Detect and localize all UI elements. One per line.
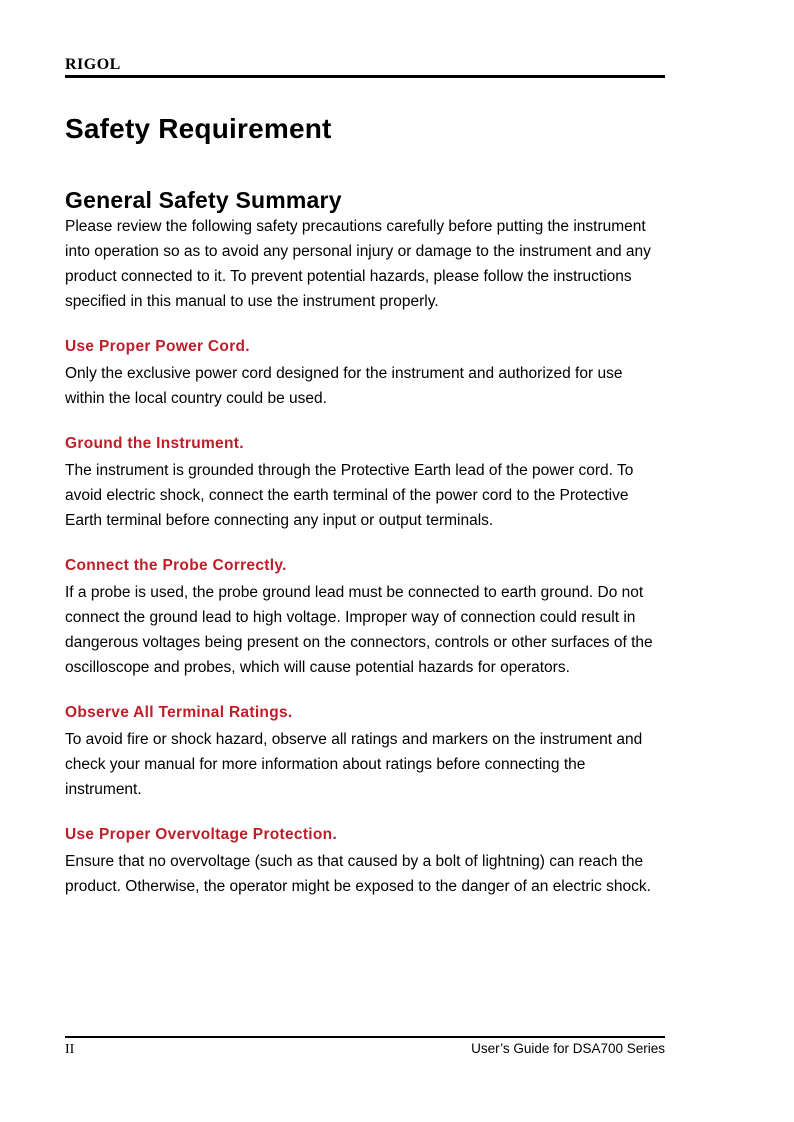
content-area	[65, 113, 665, 899]
safety-body: If a probe is used, the probe ground lead must be connected to earth ground. Do not connect the ground lead to high voltage. Improper way of connection could result in dangerous voltages being present on the connectors, controls or other surfaces of the oscilloscope and probes, which will cause potential hazards for operators.	[65, 584, 653, 676]
safety-body: Only the exclusive power cord designed for the instrument and authorized for use within the local country could be used.	[65, 365, 623, 407]
safety-heading: Connect the Probe Correctly.	[65, 557, 287, 574]
page-header	[65, 56, 665, 78]
safety-body: The instrument is grounded through the Protective Earth lead of the power cord. To avoid electric shock, connect the earth terminal of the power cord to the Protective Earth terminal before connecting any input or output terminals.	[65, 462, 634, 529]
safety-body: Ensure that no overvoltage (such as that caused by a bolt of lightning) can reach the product. Otherwise, the operator might be exposed to the danger of an electric shock.	[65, 853, 651, 895]
section-subtitle: General Safety Summary	[65, 187, 342, 213]
safety-section-overvoltage	[65, 826, 665, 899]
safety-heading: Observe All Terminal Ratings.	[65, 704, 293, 721]
safety-heading: Use Proper Overvoltage Protection.	[65, 826, 338, 843]
safety-body: To avoid fire or shock hazard, observe all ratings and markers on the instrument and check your manual for more information about ratings before connecting the instrument.	[65, 731, 643, 798]
safety-heading: Use Proper Power Cord.	[65, 338, 250, 355]
safety-section-ground	[65, 435, 665, 533]
page-title: Safety Requirement	[65, 113, 332, 144]
safety-heading: Ground the Instrument.	[65, 435, 244, 452]
intro-paragraph: Please review the following safety precautions carefully before putting the instrument into operation so as to avoid any personal injury or damage to the instrument and any product connected to it. To prevent potential hazards, please follow the instructions specified in this manual to use the instrument properly.	[65, 218, 651, 310]
safety-section-probe	[65, 557, 665, 680]
footer-guide-title: User’s Guide for DSA700 Series	[471, 1041, 665, 1056]
page-number: II	[65, 1042, 75, 1057]
safety-section-power-cord	[65, 338, 665, 411]
brand-logo: RIGOL	[65, 56, 121, 73]
safety-section-terminal-ratings	[65, 704, 665, 802]
page-footer	[65, 1036, 665, 1058]
